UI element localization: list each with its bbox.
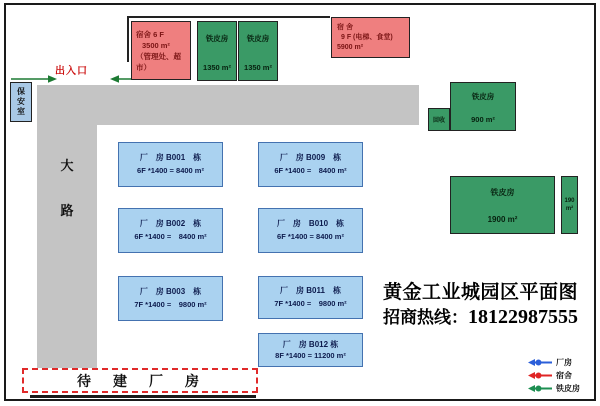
tin-house-area: 190	[564, 198, 575, 204]
factory-name: 厂 房 B011 栋	[280, 286, 341, 295]
factory-spec: 6F *1400 = 8400 m²	[274, 166, 347, 175]
dorm-6f-block	[131, 21, 191, 80]
pending-plant-label: 待 建 厂 房	[77, 372, 203, 389]
dorm-6f-line1: 宿舍 6 F	[136, 30, 164, 39]
guard-room	[10, 82, 32, 122]
hotline-number: 18122987555	[468, 306, 578, 328]
plan-title-block	[383, 280, 595, 330]
factory-name: 厂 房 B009 栋	[279, 153, 342, 162]
legend-item-tin	[528, 382, 580, 395]
tin-house-900	[450, 82, 516, 131]
plan-title: 黄金工业城园区平面图	[383, 282, 579, 303]
dorm-9f-line2: 9 F (电梯、食堂)	[341, 34, 393, 41]
dorm-9f-line1: 宿 舍	[337, 24, 353, 31]
boundary-line-horizontal	[127, 16, 330, 18]
tin-house-annex-label: 回收	[432, 118, 445, 124]
guard-room-label: 保安室	[16, 87, 26, 117]
tin-house-area: 1350 m²	[203, 63, 231, 72]
road-label-da: 大	[60, 158, 74, 173]
dorm-6f-line2: 3500 m²	[142, 41, 170, 50]
legend-dorm-label: 宿舍	[556, 371, 572, 380]
tin-house-name: 铁皮房	[471, 92, 495, 101]
dorm-9f-block	[331, 17, 410, 58]
hotline-label: 招商热线：	[383, 308, 468, 327]
tin-house-name: 铁皮房	[205, 34, 229, 43]
tin-house-1900	[450, 176, 555, 234]
dorm-6f-line4: 市）	[136, 63, 151, 72]
factory-b011	[258, 276, 363, 319]
legend-item-dorm	[528, 369, 580, 382]
factory-spec: 7F *1400 = 9800 m²	[134, 300, 207, 309]
factory-spec: 7F *1400 = 9800 m²	[274, 299, 347, 308]
factory-name: 厂 房 B012 栋	[282, 339, 339, 349]
factory-b002	[118, 208, 223, 253]
factory-b009	[258, 142, 363, 187]
dorm-9f-line3: 5900 m²	[337, 44, 364, 51]
legend-item-factory	[528, 356, 580, 369]
factory-b003	[118, 276, 223, 321]
tin-house-area: 1350 m²	[244, 63, 272, 72]
road-label-lu: 路	[60, 203, 74, 218]
hotline	[383, 305, 595, 330]
factory-name: 厂 房 B001 栋	[139, 153, 202, 162]
tin-house-1350-a	[197, 21, 237, 81]
bottom-boundary-line	[30, 395, 256, 398]
boundary-line-vertical	[127, 16, 129, 62]
legend-tin-marker-icon	[528, 384, 552, 393]
tin-house-annex	[428, 108, 450, 131]
factory-b001	[118, 142, 223, 187]
pending-plant-area	[22, 368, 258, 393]
legend-factory-label: 厂房	[556, 358, 572, 367]
tin-house-area: 1900 m²	[487, 215, 518, 224]
factory-spec: 6F *1400 = 8400 m²	[134, 232, 207, 241]
tin-house-area: 900 m²	[471, 115, 495, 124]
tin-house-area-unit: m²	[565, 206, 574, 212]
legend	[528, 356, 580, 395]
tin-house-name: 铁皮房	[246, 34, 270, 43]
factory-b012	[258, 333, 363, 367]
factory-spec: 6F *1400 = 8400 m²	[277, 232, 344, 241]
factory-name: 厂 房 B010 栋	[276, 219, 345, 228]
tin-house-1350-b	[238, 21, 278, 81]
factory-spec: 6F *1400 = 8400 m²	[137, 166, 204, 175]
factory-spec: 8F *1400 = 11200 m²	[275, 350, 346, 360]
factory-name: 厂 房 B003 栋	[139, 287, 202, 296]
dorm-6f-line3: （管理处、超	[136, 52, 181, 61]
tin-house-name: 铁皮房	[490, 188, 515, 197]
factory-name: 厂 房 B002 栋	[139, 219, 202, 228]
factory-b010	[258, 208, 363, 253]
road-vertical	[37, 85, 97, 368]
tin-house-190	[561, 176, 578, 234]
legend-dorm-marker-icon	[528, 371, 552, 380]
legend-tin-label: 铁皮房	[556, 384, 580, 393]
legend-factory-marker-icon	[528, 358, 552, 367]
entrance-label: 出入口	[55, 66, 88, 77]
